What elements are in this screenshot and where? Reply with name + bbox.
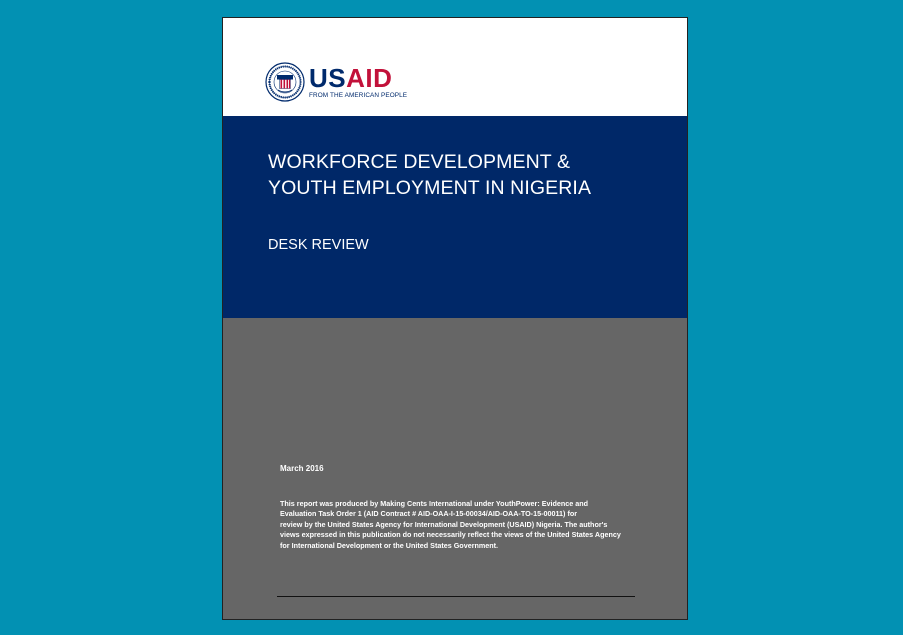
logo-text: [309, 65, 407, 99]
document-title: [268, 149, 591, 201]
document-title-line-1: WORKFORCE DEVELOPMENT &: [268, 151, 571, 173]
cover-header: [223, 18, 687, 116]
document-title-line-2: YOUTH EMPLOYMENT IN NIGERIA: [268, 177, 592, 199]
title-band: [223, 116, 687, 318]
usaid-wordmark: [309, 65, 407, 91]
disclaimer-text: [280, 499, 655, 551]
disclaimer-line-5: for International Development or the United States Government.: [280, 540, 499, 550]
document-cover-page: [222, 17, 688, 620]
usaid-logo: [265, 62, 407, 102]
logo-tagline: FROM THE AMERICAN PEOPLE: [309, 92, 408, 99]
wordmark-us: US: [309, 63, 347, 93]
disclaimer-line-4: views expressed in this publication do not necessarily reflect the views of the United States Agency: [280, 530, 621, 540]
disclaimer-line-3: review by the United States Agency for International Development (USAID) Nigeria. The author's: [280, 519, 608, 529]
usaid-seal-icon: [265, 62, 305, 102]
wordmark-aid: AID: [346, 63, 393, 93]
disclaimer-line-2: Evaluation Task Order 1 (AID Contract # AID-OAA-I-15-00034/AID-OAA-TO-15-00011) for: [280, 509, 578, 519]
document-subtitle: DESK REVIEW: [268, 237, 369, 253]
footer-rule: [277, 596, 635, 597]
disclaimer-line-1: This report was produced by Making Cents International under YouthPower: Evidence and: [280, 499, 589, 508]
publication-date: March 2016: [280, 464, 324, 473]
